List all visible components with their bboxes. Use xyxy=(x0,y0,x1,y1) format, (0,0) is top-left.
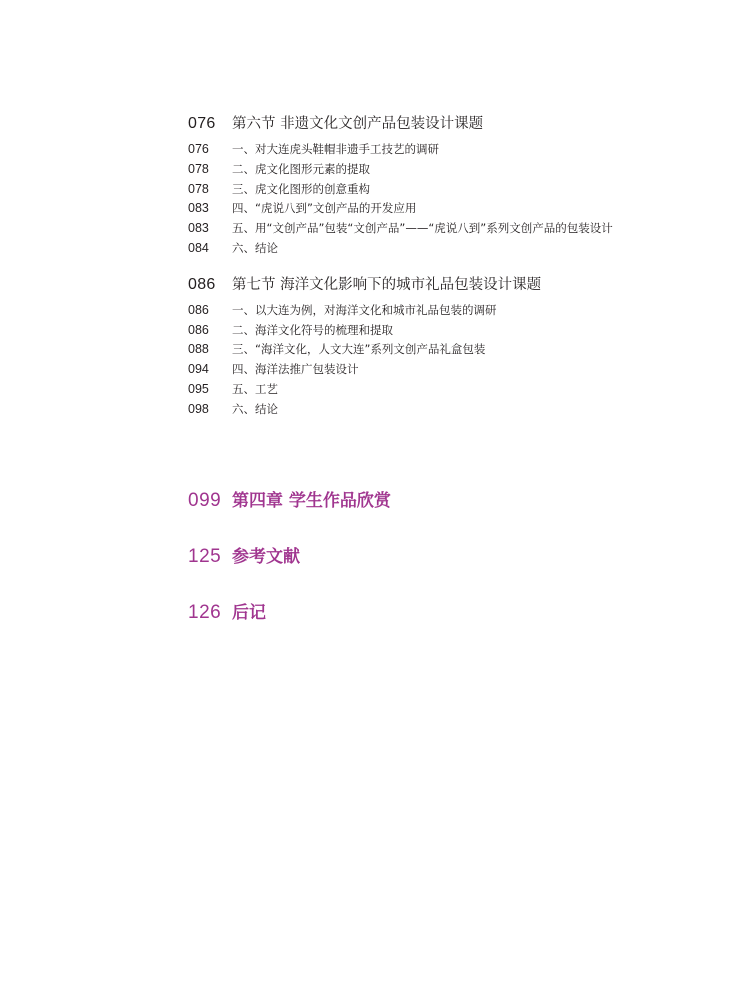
toc-entry[interactable] xyxy=(188,340,728,360)
entry-page-number: 078 xyxy=(188,161,209,176)
section-page-number: 076 xyxy=(188,115,216,132)
table-of-contents xyxy=(188,112,728,420)
toc-entry[interactable] xyxy=(188,160,728,180)
entry-title: 五、用“文创产品”包装“文创产品”——“虎说八到”系列文创产品的包装设计 xyxy=(232,221,613,236)
section-title: 第六节 非遗文化文创产品包装设计课题 xyxy=(232,116,484,132)
entry-title: 一、以大连为例，对海洋文化和城市礼品包装的调研 xyxy=(232,302,497,317)
section-6 xyxy=(188,112,728,259)
entry-page-number: 083 xyxy=(188,201,209,216)
section-7 xyxy=(188,273,728,420)
entry-title: 四、海洋法推广包装设计 xyxy=(232,362,359,377)
toc-entry[interactable] xyxy=(188,140,728,160)
entry-title: 四、“虎说八到”文创产品的开发应用 xyxy=(232,201,417,216)
entry-page-number: 084 xyxy=(188,240,209,255)
toc-entry[interactable] xyxy=(188,219,728,239)
entry-title: 六、结论 xyxy=(232,401,278,416)
toc-entry[interactable] xyxy=(188,199,728,219)
toc-entry[interactable] xyxy=(188,400,728,420)
toc-entry[interactable] xyxy=(188,180,728,200)
entry-page-number: 086 xyxy=(188,322,209,337)
entry-page-number: 086 xyxy=(188,302,209,317)
toc-entry[interactable] xyxy=(188,321,728,341)
chapter-page-number: 125 xyxy=(188,546,222,567)
entry-page-number: 088 xyxy=(188,342,209,357)
entry-page-number: 098 xyxy=(188,401,209,416)
entry-page-number: 076 xyxy=(188,142,209,156)
section-title: 第七节 海洋文化影响下的城市礼品包装设计课题 xyxy=(232,276,542,293)
entry-page-number: 094 xyxy=(188,362,209,377)
section-heading[interactable] xyxy=(188,273,728,297)
entry-page-number: 095 xyxy=(188,381,209,396)
entry-page-number: 078 xyxy=(188,181,209,196)
entry-title: 五、工艺 xyxy=(232,381,278,396)
chapter-title: 后记 xyxy=(232,603,266,623)
entry-title: 二、海洋文化符号的梳理和提取 xyxy=(232,322,393,337)
references-heading[interactable] xyxy=(188,542,300,568)
section-page-number: 086 xyxy=(188,275,216,293)
entry-title: 三、“海洋文化，人文大连”系列文创产品礼盒包装 xyxy=(232,342,486,357)
chapter-title: 第四章 学生作品欣赏 xyxy=(232,491,391,511)
entry-title: 六、结论 xyxy=(232,240,278,255)
toc-entry[interactable] xyxy=(188,301,728,321)
entry-title: 二、虎文化图形元素的提取 xyxy=(232,161,370,176)
toc-entry[interactable] xyxy=(188,239,728,259)
afterword-heading[interactable] xyxy=(188,598,266,624)
toc-entry[interactable] xyxy=(188,360,728,380)
chapter-heading[interactable] xyxy=(188,486,391,512)
entry-page-number: 083 xyxy=(188,221,209,236)
chapter-page-number: 099 xyxy=(188,490,222,511)
chapter-page-number: 126 xyxy=(188,602,222,623)
section-heading[interactable] xyxy=(188,112,728,136)
entry-title: 三、虎文化图形的创意重构 xyxy=(232,181,370,196)
chapter-title: 参考文献 xyxy=(232,547,300,567)
toc-entry[interactable] xyxy=(188,380,728,400)
entry-title: 一、对大连虎头鞋帽非遗手工技艺的调研 xyxy=(232,142,439,156)
